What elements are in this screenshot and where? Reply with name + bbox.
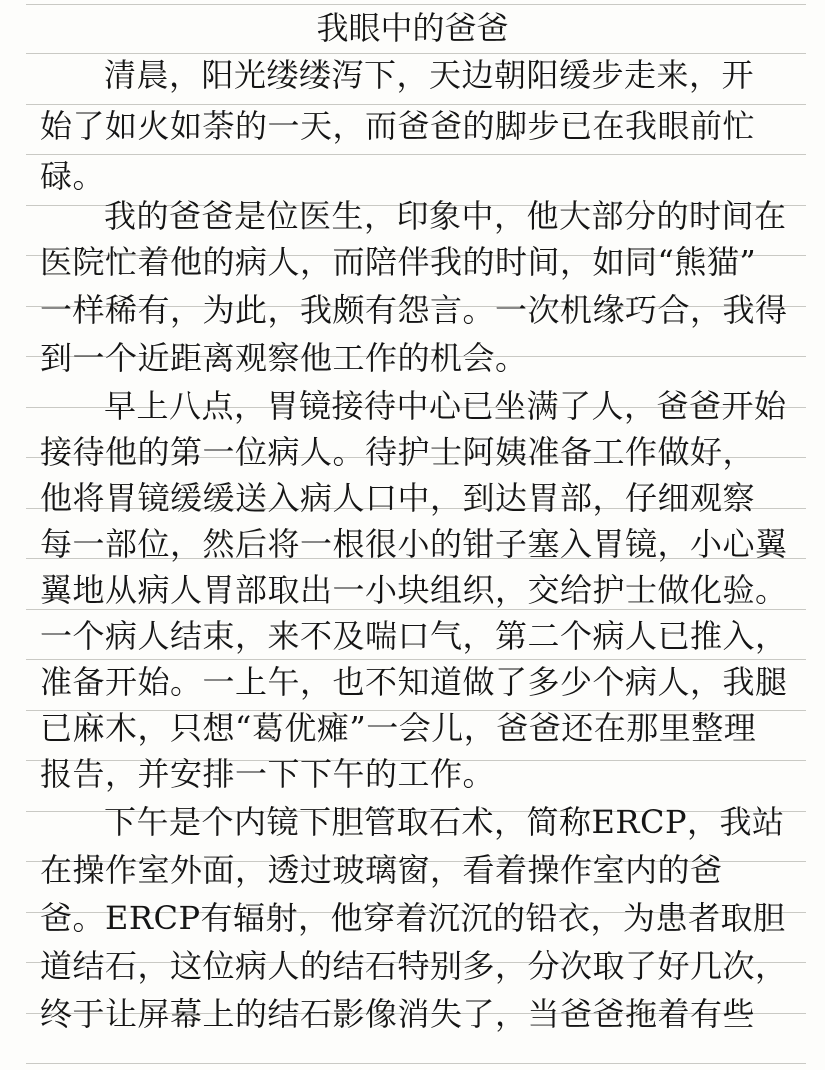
text-line: 已麻木，只想“葛优瘫”一会儿，爸爸还在那里整理 (40, 709, 757, 747)
text-line: 始了如火如荼的一天，而爸爸的脚步已在我眼前忙 (40, 107, 756, 145)
text-line: 清晨，阳光缕缕泻下，天边朝阳缓步走来，开 (104, 56, 755, 94)
text-line: 早上八点，胃镜接待中心已坐满了人，爸爸开始 (104, 387, 787, 425)
ruled-line (26, 659, 806, 660)
text-line: 一个病人结束，来不及喘口气，第二个病人已推入， (40, 617, 788, 655)
page-title: 我眼中的爸爸 (316, 9, 509, 47)
text-line: 我的爸爸是位医生，印象中，他大部分的时间在 (104, 197, 787, 235)
text-line: 终于让屏幕上的结石影像消失了，当爸爸拖着有些 (40, 995, 756, 1033)
text-line: 在操作室外面，透过玻璃窗，看着操作室内的爸 (40, 851, 723, 889)
text-line: 下午是个内镜下胆管取石术，简称ERCP，我站 (104, 803, 785, 841)
text-line: 到一个近距离观察他工作的机会。 (40, 339, 528, 377)
text-line: 报告，并安排一下下午的工作。 (40, 755, 496, 793)
ruled-line (26, 104, 806, 105)
ruled-line (26, 53, 806, 54)
text-line: 道结石，这位病人的结石特别多，分次取了好几次， (40, 947, 788, 985)
text-line: 他将胃镜缓缓送入病人口中，到达胃部，仔细观察 (40, 479, 756, 517)
text-line: 一样稀有，为此，我颇有怨言。一次机缘巧合，我得 (40, 291, 788, 329)
ruled-line (26, 4, 806, 5)
ruled-line (26, 1063, 806, 1064)
text-line: 每一部位，然后将一根很小的钳子塞入胃镜，小心翼 (40, 525, 788, 563)
text-line: 爸。ERCP有辐射，他穿着沉沉的铅衣，为患者取胆 (40, 899, 786, 937)
text-line: 碌。 (40, 157, 106, 195)
text-line: 准备开始。一上午，也不知道做了多少个病人，我腿 (40, 663, 788, 701)
text-line: 接待他的第一位病人。待护士阿姨准备工作做好， (40, 433, 756, 471)
ruled-line (26, 154, 806, 155)
text-line: 医院忙着他的病人，而陪伴我的时间，如同“熊猫” (40, 243, 757, 281)
text-line: 翼地从病人胃部取出一小块组织，交给护士做化验。 (40, 571, 788, 609)
